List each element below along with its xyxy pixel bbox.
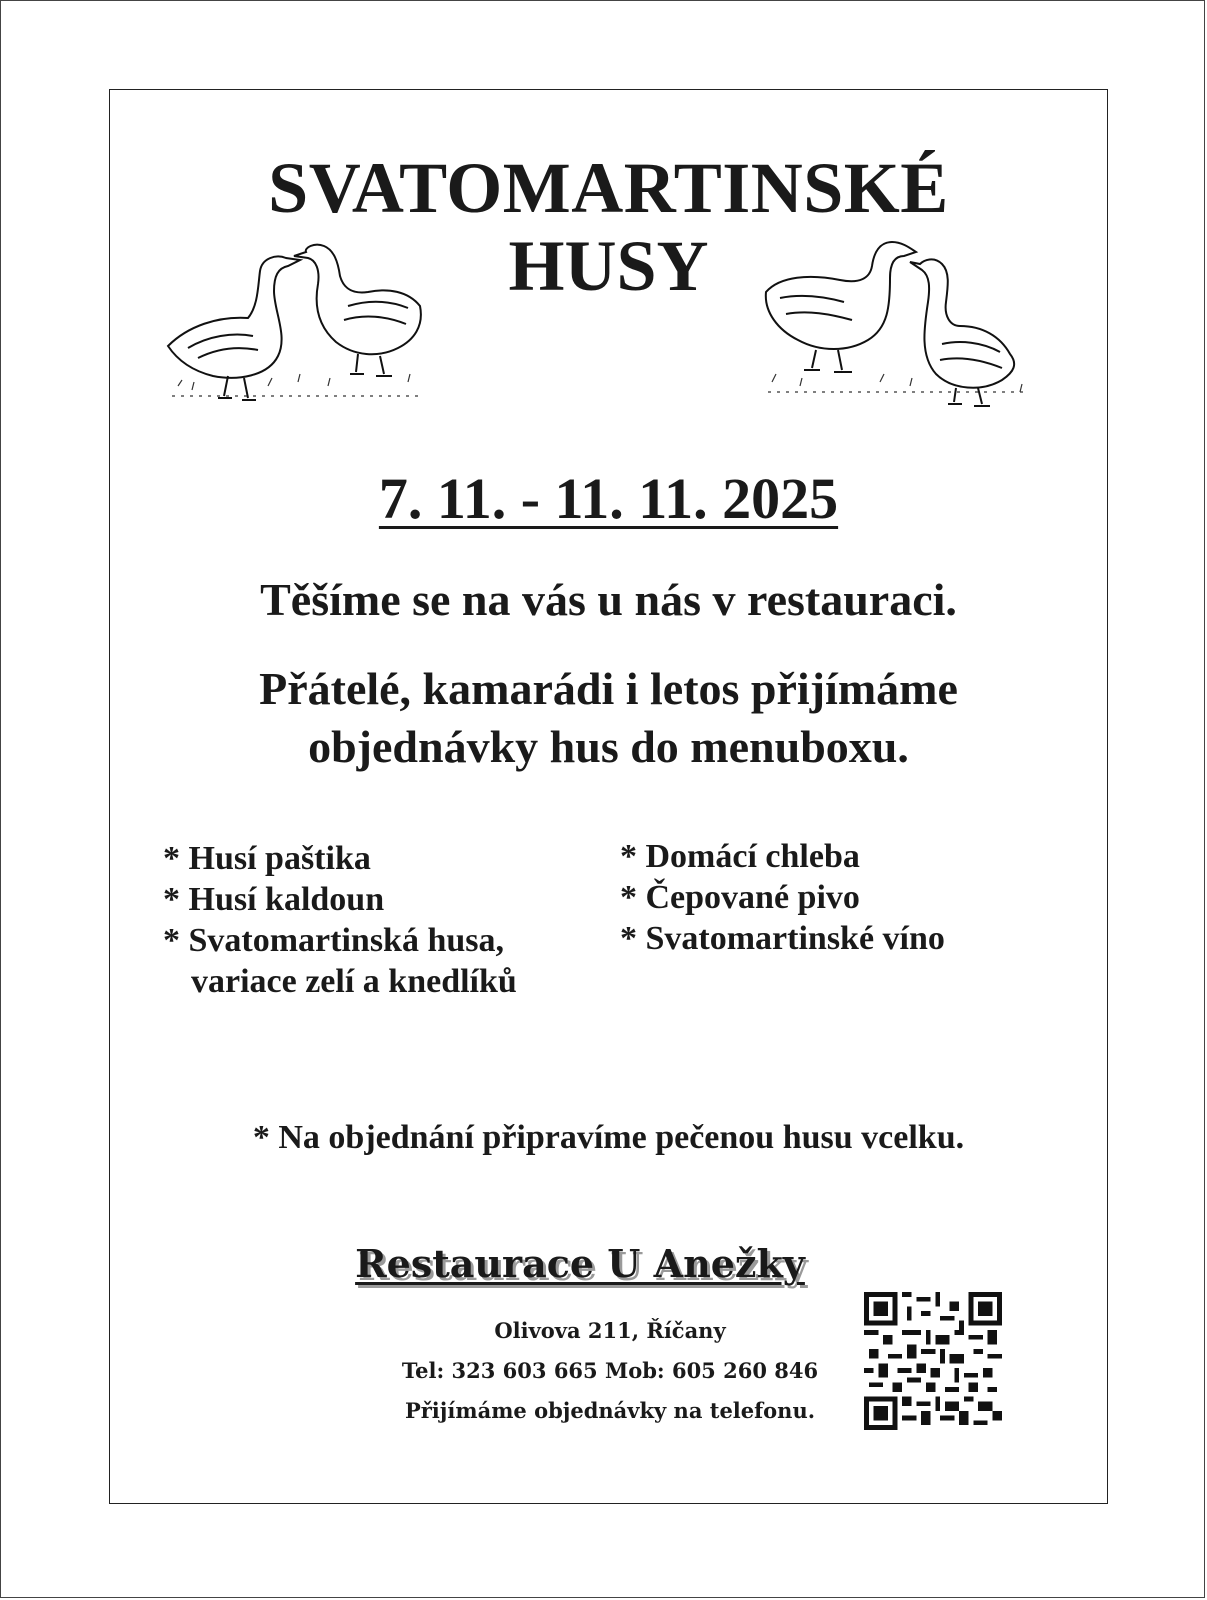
geese-illustration-icon [158, 236, 430, 412]
order-invitation [109, 660, 1108, 776]
qr-code-icon [864, 1292, 1002, 1430]
list-item: * Svatomartinské víno [620, 920, 945, 957]
list-item: variace zelí a knedlíků [191, 963, 517, 1000]
list-item: * Domácí chleba [620, 838, 860, 875]
event-date-text: 7. 11. - 11. 11. 2025 [378, 466, 839, 531]
orders-by-phone: Přijímáme objednávky na telefonu. [404, 1398, 816, 1423]
restaurant-address: Olivova 211, Říčany [494, 1318, 726, 1343]
menu-list-right [620, 836, 945, 959]
list-item: * Husí kaldoun [163, 881, 385, 918]
order-invitation-line-1: Přátelé, kamarádi i letos přijímáme [259, 663, 958, 714]
whole-goose-note: * Na objednání připravíme pečenou husu vcelku. [252, 1119, 965, 1156]
restaurant-name: Restaurace U Anežky [355, 1241, 805, 1286]
list-item: * Svatomartinská husa, [163, 922, 505, 959]
event-date [109, 464, 1108, 534]
title-line-2: HUSY [508, 226, 709, 306]
geese-illustration-icon [760, 236, 1032, 412]
title-line-1: SVATOMARTINSKÉ [268, 148, 949, 228]
welcome-text: Těšíme se na vás u nás v restauraci. [260, 574, 957, 625]
menu-list-left [163, 838, 517, 1002]
list-item: * Čepované pivo [620, 879, 860, 916]
restaurant-phones: Tel: 323 603 665 Mob: 605 260 846 [401, 1358, 819, 1383]
list-item: * Husí paštika [163, 840, 371, 877]
order-invitation-line-2: objednávky hus do menuboxu. [308, 721, 909, 772]
